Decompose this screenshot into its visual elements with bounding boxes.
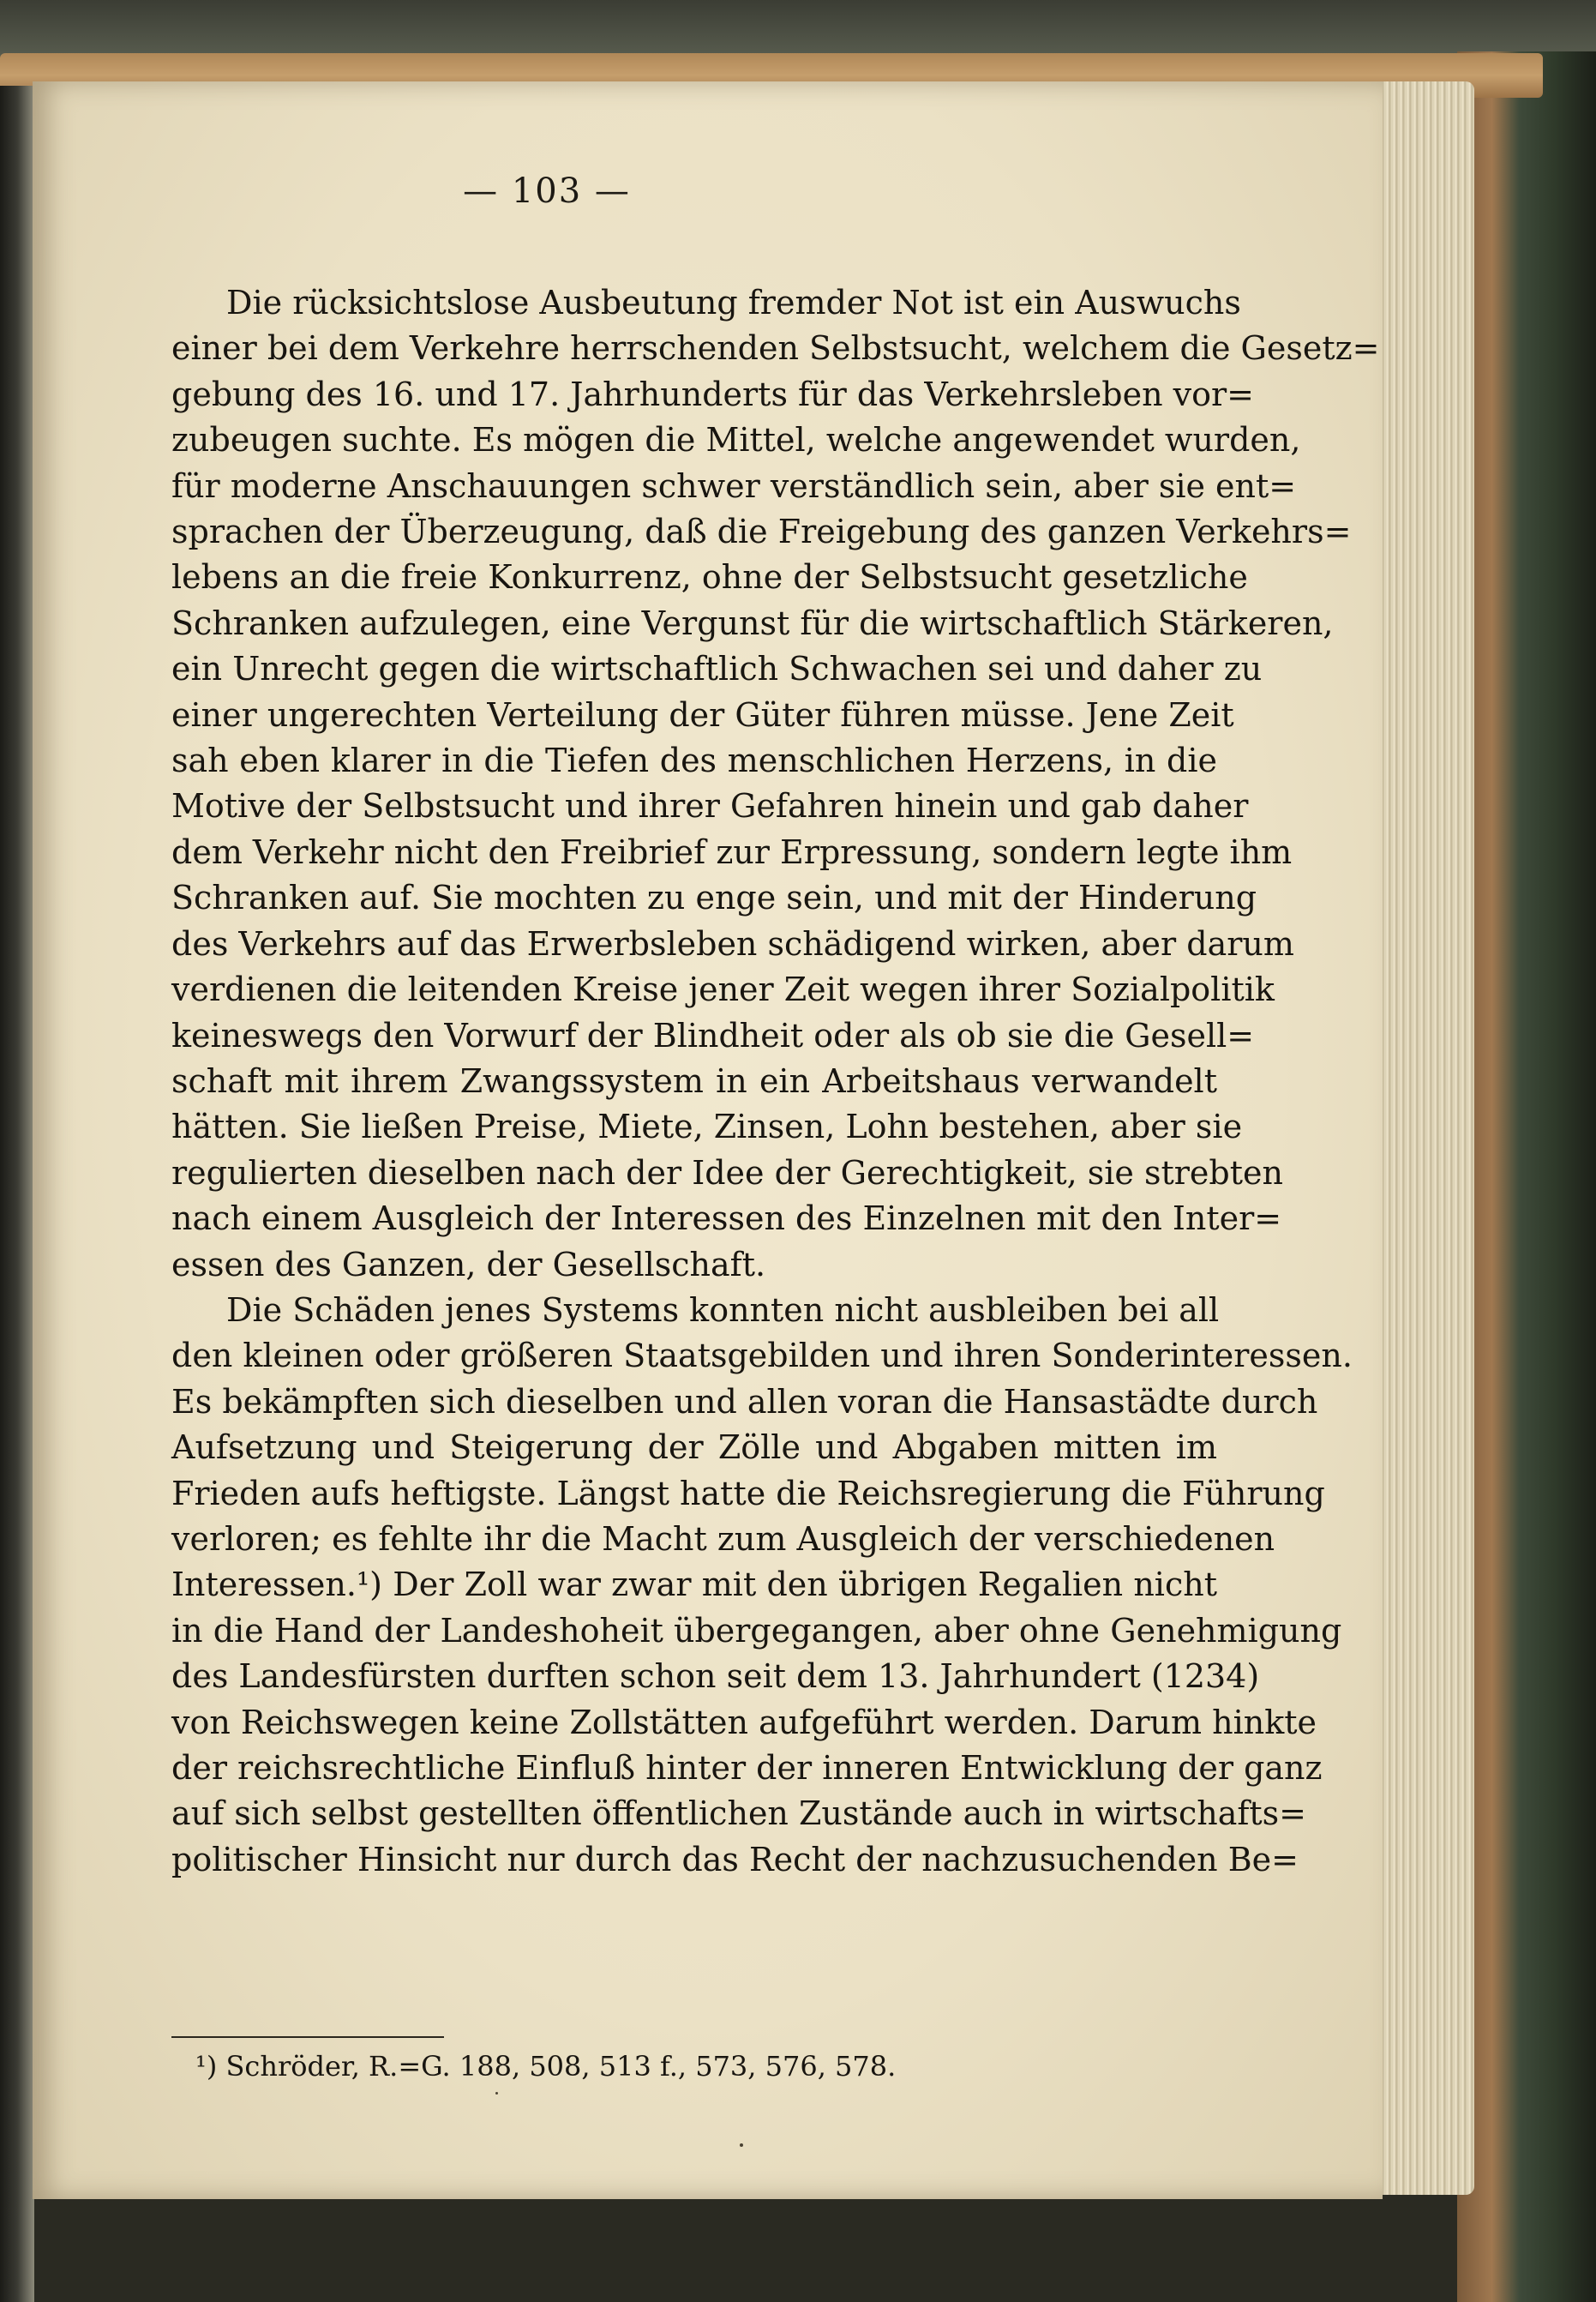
- text-line: Es bekämpften sich dieselben und allen voran die Hansastädte durch: [171, 1382, 1318, 1421]
- text-line: Die rücksichtslose Ausbeutung fremder Not ist ein Auswuchs: [226, 284, 1241, 322]
- footnote: ¹) Schröder, R.=G. 188, 508, 513 f., 573, 576, 578.: [195, 2050, 897, 2083]
- text-line: politischer Hinsicht nur durch das Recht der nachzusuchenden Be=: [171, 1840, 1299, 1878]
- text-line: des Landesfürsten durften schon seit dem 13. Jahrhundert (1234): [171, 1657, 1260, 1696]
- text-line: Schranken aufzulegen, eine Vergunst für die wirtschaftlich Stärkeren,: [171, 604, 1334, 642]
- page-stack-edges: [1371, 81, 1474, 2195]
- text-line: nach einem Ausgleich der Interessen des Einzelnen mit den Inter=: [171, 1199, 1282, 1238]
- text-line: zubeugen suchte. Es mögen die Mittel, welche angewendet wurden,: [171, 421, 1301, 460]
- text-line: des Verkehrs auf das Erwerbsleben schädigend wirken, aber darum: [171, 924, 1294, 963]
- text-line: hätten. Sie ließen Preise, Miete, Zinsen, Lohn bestehen, aber sie: [171, 1108, 1243, 1146]
- text-line: dem Verkehr nicht den Freibrief zur Erpressung, sondern legte ihm: [171, 832, 1293, 871]
- text-line: Die Schäden jenes Systems konnten nicht ausbleiben bei all: [226, 1290, 1220, 1329]
- text-line: für moderne Anschauungen schwer verständlich sein, aber sie ent=: [171, 466, 1297, 505]
- text-line: der reichsrechtliche Einfluß hinter der inneren Entwicklung der ganz: [171, 1749, 1323, 1787]
- text-line: einer bei dem Verkehre herrschenden Selbstsucht, welchem die Gesetz=: [171, 329, 1380, 368]
- text-line: keineswegs den Vorwurf der Blindheit oder als ob sie die Gesell=: [171, 1016, 1255, 1055]
- text-line: einer ungerechten Verteilung der Güter führen müsse. Jene Zeit: [171, 695, 1234, 734]
- text-line: regulierten dieselben nach der Idee der Gerechtigkeit, sie strebten: [171, 1153, 1283, 1192]
- text-line: lebens an die freie Konkurrenz, ohne der Selbstsucht gesetzliche: [171, 558, 1248, 597]
- text-line: auf sich selbst gestellten öffentlichen Zustände auch in wirtschafts=: [171, 1794, 1307, 1833]
- body-text: [171, 280, 1380, 1883]
- text-line: den kleinen oder größeren Staatsgebilden und ihren Sonderinteressen.: [171, 1337, 1353, 1375]
- text-line: schaft mit ihrem Zwangssystem in ein Arbeitshaus verwandelt: [171, 1061, 1217, 1100]
- book-page: [33, 81, 1383, 2199]
- text-line: Aufsetzung und Steigerung der Zölle und Abgaben mitten im: [171, 1428, 1217, 1467]
- text-line: Motive der Selbstsucht und ihrer Gefahren hinein und gab daher: [171, 787, 1249, 826]
- text-line: verdienen die leitenden Kreise jener Zeit wegen ihrer Sozialpolitik: [171, 971, 1275, 1009]
- text-line: in die Hand der Landeshoheit übergegangen, aber ohne Genehmigung: [171, 1611, 1342, 1650]
- paper-speck: [495, 2092, 498, 2095]
- text-line: Interessen.¹) Der Zoll war zwar mit den übrigen Regalien nicht: [171, 1566, 1217, 1604]
- text-line: ein Unrecht gegen die wirtschaftlich Schwachen sei und daher zu: [171, 650, 1263, 688]
- text-line: von Reichswegen keine Zollstätten aufgeführt werden. Darum hinkte: [171, 1703, 1317, 1741]
- text-line: sah eben klarer in die Tiefen des menschlichen Herzens, in die: [171, 742, 1217, 780]
- paper-speck: [740, 2143, 743, 2147]
- text-line: essen des Ganzen, der Gesellschaft.: [171, 1245, 766, 1283]
- book-gutter-left: [0, 86, 34, 2302]
- page-number: — 103 —: [463, 171, 631, 211]
- text-line: gebung des 16. und 17. Jahrhunderts für das Verkehrsleben vor=: [171, 375, 1254, 413]
- text-line: verloren; es fehlte ihr die Macht zum Ausgleich der verschiedenen: [171, 1519, 1275, 1558]
- text-line: sprachen der Überzeugung, daß die Freigebung des ganzen Verkehrs=: [171, 513, 1352, 551]
- text-line: Frieden aufs heftigste. Längst hatte die Reichsregierung die Führung: [171, 1474, 1325, 1512]
- footnote-divider: [171, 2036, 444, 2038]
- book-cover-right: [1457, 51, 1596, 2302]
- text-line: Schranken auf. Sie mochten zu enge sein, und mit der Hinderung: [171, 879, 1257, 917]
